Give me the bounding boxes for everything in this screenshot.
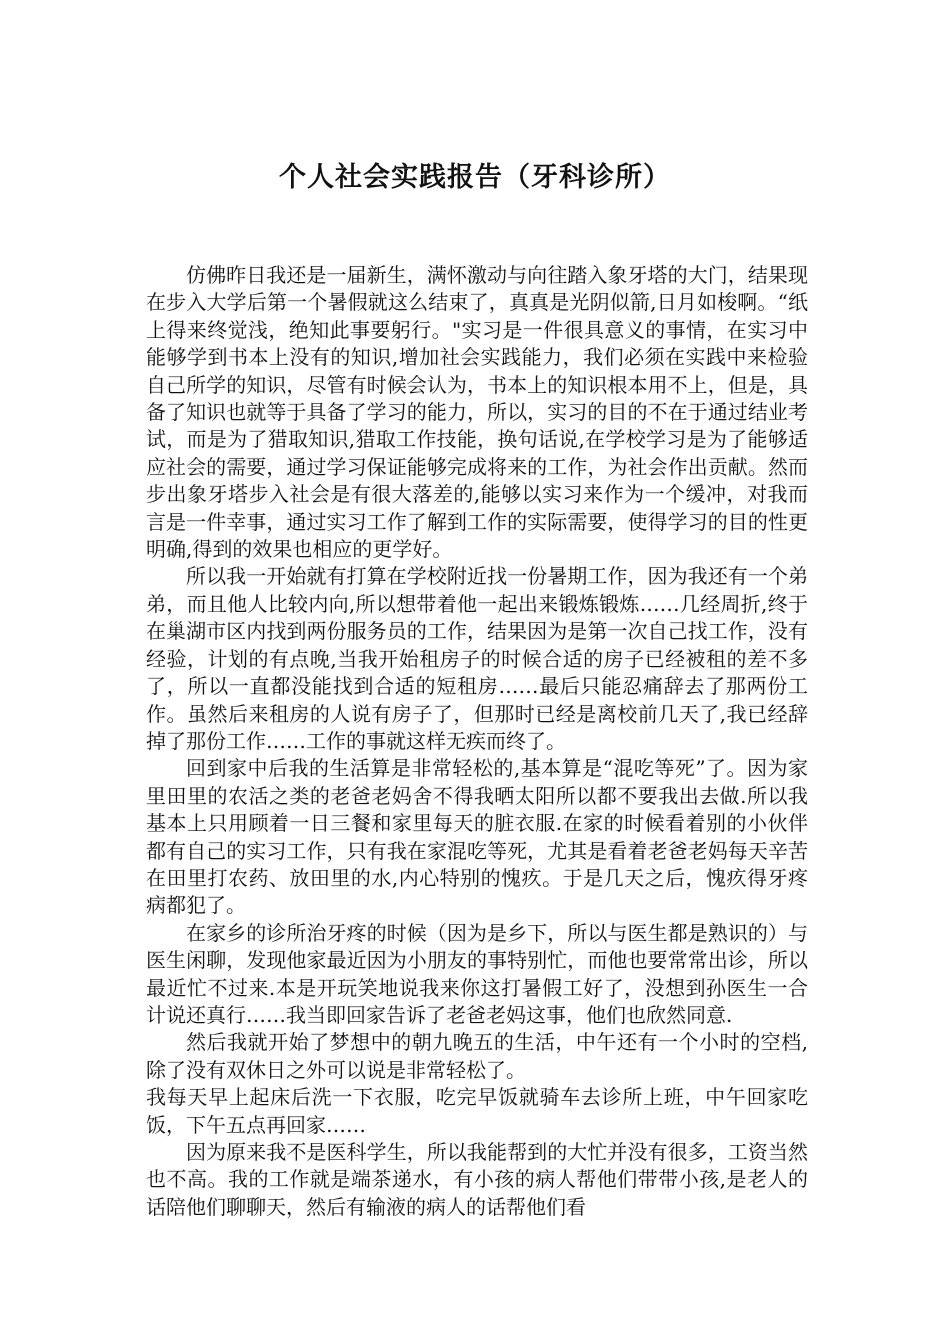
paragraph-1: 仿佛昨日我还是一届新生，满怀激动与向往踏入象牙塔的大门，结果现在步入大学后第一个暑假就这么结束了，真真是光阴似箭,日月如梭啊。“纸上得来终觉浅，绝知此事要躬行。"实习是一件很具意义的事情，在实习中能够学到书本上没有的知识,增加社会实践能力，我们必须在实践中来检验自己所学的知识，尽管有时候会认为，书本上的知识根本用不上，但是，具备了知识也就等于具备了学习的能力，所以，实习的目的不在于通过结业考试，而是为了猎取知识,猎取工作技能，换句话说,在学校学习是为了能够适应社会的需要，通过学习保证能够完成将来的工作，为社会作出贡献。然而步出象牙塔步入社会是有很大落差的,能够以实习来作为一个缓冲，对我而言是一件幸事，通过实习工作了解到工作的实际需要，使得学习的目的性更明确,得到的效果也相应的更学好。 <box>146 263 808 562</box>
document-title: 个人社会实践报告（牙科诊所） <box>279 162 671 193</box>
paragraph-6: 我每天早上起床后洗一下衣服，吃完早饭就骑车去诊所上班，中午回家吃饭，下午五点再回家…… <box>146 1085 808 1137</box>
paragraph-7: 因为原来我不是医科学生，所以我能帮到的大忙并没有很多，工资当然也不高。我的工作就是端茶递水，有小孩的病人帮他们带带小孩,是老人的话陪他们聊聊天，然后有输液的病人的话帮他们看 <box>146 1140 808 1219</box>
paragraph-2: 所以我一开始就有打算在学校附近找一份暑期工作，因为我还有一个弟弟，而且他人比较内向,所以想带着他一起出来锻炼锻炼……几经周折,终于在巢湖市区内找到两份服务员的工作，结果因为是第一次自己找工作，没有经验，计划的有点晚,当我开始租房子的时候合适的房子已经被租的差不多了，所以一直都没能找到合适的短租房……最后只能忍痛辞去了那两份工作。虽然后来租房的人说有房子了，但那时已经是离校前几天了,我已经辞掉了那份工作……工作的事就这样无疾而终了。 <box>146 564 808 753</box>
paragraph-4: 在家乡的诊所治牙疼的时候（因为是乡下，所以与医生都是熟识的）与医生闲聊，发现他家最近因为小朋友的事特别忙，而他也要常常出诊，所以最近忙不过来.本是开玩笑地说我来你这打暑假工好了，没想到孙医生一合计说还真行……我当即回家告诉了老爸老妈这事，他们也欣然同意. <box>146 920 808 1027</box>
document-body <box>146 262 808 1221</box>
paragraph-3: 回到家中后我的生活算是非常轻松的,基本算是“混吃等死”了。因为家里田里的农活之类的老爸老妈舍不得我晒太阳所以都不要我出去做.所以我基本上只用顾着一日三餐和家里每天的脏衣服.在家的时候看着别的小伙伴都有自己的实习工作，只有我在家混吃等死，尤其是看着老爸老妈每天辛苦在田里打农药、放田里的水,内心特别的愧疚。于是几天之后，愧疚得牙疼病都犯了。 <box>146 756 808 918</box>
paragraph-5: 然后我就开始了梦想中的朝九晚五的生活，中午还有一个小时的空档,除了没有双休日之外可以说是非常轻松了。 <box>146 1030 808 1082</box>
